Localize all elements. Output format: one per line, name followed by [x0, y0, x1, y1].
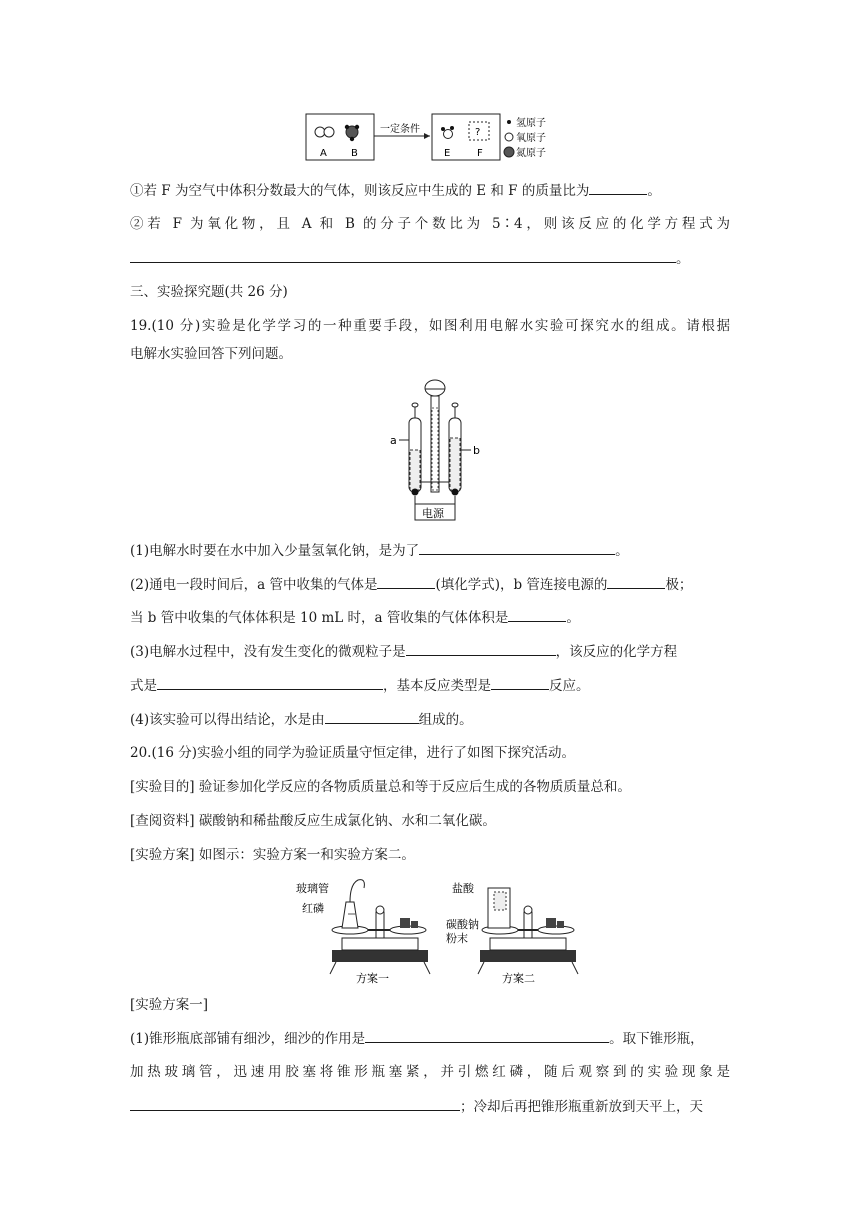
red-phosphorus-label: 红磷 — [302, 902, 324, 915]
q20-goal: [实验目的] 验证参加化学反应的各物质质量总和等于反应后生成的各物质质量总和。 — [130, 779, 631, 795]
q19-p2-line1: (2)通电一段时间后，a 管中收集的气体是 (填化学式)，b 管连接电源的 极； — [130, 574, 730, 595]
answer-blank[interactable] — [607, 574, 665, 589]
label-E: E — [444, 148, 451, 159]
balance-svg — [290, 866, 580, 988]
q20-plan: [实验方案] 如图示：实验方案一和实验方案二。 — [130, 847, 415, 863]
power-label: 电源 — [422, 507, 444, 520]
reaction-diagram — [300, 112, 560, 164]
answer-blank[interactable] — [508, 607, 566, 622]
section-title: 三、实验探究题(共 26 分) — [130, 284, 288, 300]
q20-info: [查阅资料] 碳酸钠和稀盐酸反应生成氯化钠、水和二氧化碳。 — [130, 813, 496, 829]
answer-blank[interactable] — [377, 574, 435, 589]
plan1-caption: 方案一 — [356, 972, 389, 985]
q18-line3: 。 — [130, 248, 730, 269]
plan1-p1-line2: 加热玻璃管，迅速用胶塞将锥形瓶塞紧，并引燃红磷，随后观察到的实验现象是 — [130, 1064, 730, 1080]
plan1-p1-line1: (1)锥形瓶底部铺有细沙，细沙的作用是 。取下锥形瓶， — [130, 1028, 730, 1049]
legend-nitrogen: 氮原子 — [516, 148, 546, 159]
label-F: F — [477, 148, 483, 159]
answer-blank[interactable] — [491, 675, 549, 690]
electrolysis-figure — [385, 378, 485, 524]
plan2-caption: 方案二 — [502, 972, 535, 985]
tube-b-label: b — [473, 444, 480, 457]
answer-blank[interactable] — [589, 180, 647, 195]
balance-plan2 — [446, 881, 578, 985]
legend-oxygen: 氧原子 — [516, 133, 546, 144]
hcl-label: 盐酸 — [452, 882, 474, 895]
q20-intro: 20.(16 分)实验小组的同学为验证质量守恒定律，进行了如图下探究活动。 — [130, 745, 575, 761]
plan1-header: [实验方案一] — [130, 997, 209, 1013]
q19-p3-line1: (3)电解水过程中，没有发生变化的微观粒子是 ，该反应的化学方程 — [130, 641, 730, 662]
answer-blank[interactable] — [419, 540, 615, 555]
reaction-diagram-svg — [300, 112, 560, 164]
answer-blank[interactable] — [406, 641, 556, 656]
q19-intro-line2: 电解水实验回答下列问题。 — [130, 346, 292, 362]
label-A: A — [320, 148, 327, 159]
q18-line2: ②若 F 为氧化物，且 A 和 B 的分子个数比为 5∶4，则该反应的化学方程式为 — [130, 216, 730, 232]
q19-p4: (4)该实验可以得出结论，水是由 组成的。 — [130, 709, 730, 730]
answer-blank[interactable] — [325, 709, 419, 724]
glass-tube-label: 玻璃管 — [296, 882, 329, 895]
na2co3-label-2: 粉末 — [446, 932, 468, 945]
q19-intro-line1: 19.(10 分)实验是化学学习的一种重要手段，如图利用电解水实验可探究水的组成。请根据 — [130, 318, 730, 334]
q19-p1: (1)电解水时要在水中加入少量氢氧化钠，是为了 。 — [130, 540, 730, 561]
q19-p2-line2: 当 b 管中收集的气体体积是 10 mL 时，a 管收集的气体体积是 。 — [130, 607, 730, 628]
q19-p3-line2: 式是 ，基本反应类型是 反应。 — [130, 675, 730, 696]
q18-line1: ①若 F 为空气中体积分数最大的气体，则该反应中生成的 E 和 F 的质量比为 。 — [130, 180, 730, 201]
answer-blank[interactable] — [365, 1028, 609, 1043]
electrolysis-svg — [385, 378, 485, 524]
reaction-condition: 一定条件 — [380, 124, 420, 135]
na2co3-label-1: 碳酸钠 — [446, 918, 479, 931]
answer-blank[interactable] — [157, 675, 383, 690]
answer-blank[interactable] — [130, 248, 676, 263]
plan1-p1-line3: ；冷却后再把锥形瓶重新放到天平上，天 — [130, 1096, 730, 1117]
legend-hydrogen: 氢原子 — [516, 118, 546, 129]
answer-blank[interactable] — [130, 1096, 460, 1111]
tube-a-label: a — [390, 434, 397, 447]
label-B: B — [351, 148, 358, 159]
balance-plan1 — [296, 880, 430, 985]
unknown-mark: ? — [475, 127, 481, 138]
balance-figure — [290, 866, 580, 988]
